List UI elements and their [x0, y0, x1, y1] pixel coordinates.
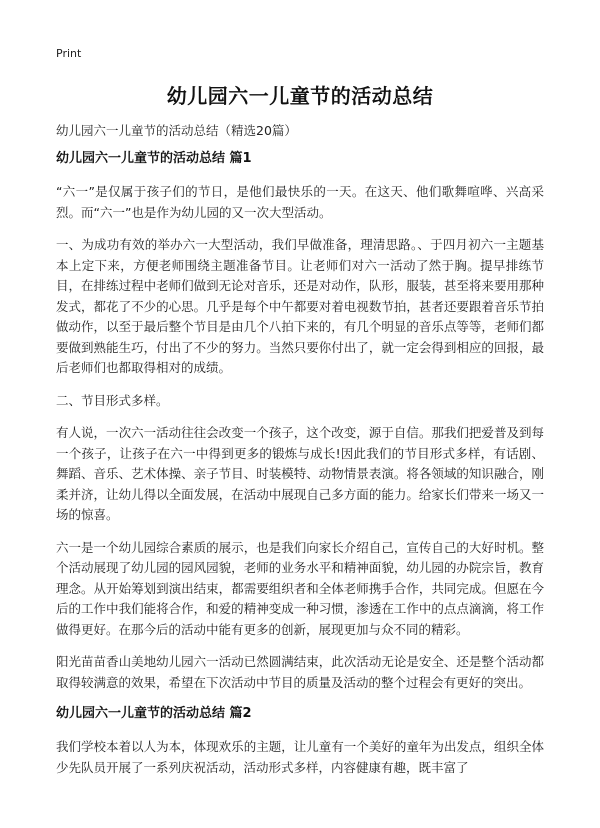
paragraph: 我们学校本着以人为本，体现欢乐的主题，让儿童有一个美好的童年为出发点，组织全体少先队员开展了一系列庆祝活动，活动形式多样，内容健康有趣，既丰富了	[56, 739, 544, 775]
page-title: 幼儿园六一儿童节的活动总结	[166, 84, 434, 108]
section-heading: 幼儿园六一儿童节的活动总结 篇2	[56, 706, 252, 721]
paragraph: 二、节目形式多样。	[56, 392, 169, 408]
paragraph: 六一是一个幼儿园综合素质的展示，也是我们向家长介绍自己，宣传自己的大好时机。整个活动展现了幼儿园的园风园貌，老师的业务水平和精神面貌，幼儿园的办院宗旨，教育理念。从开始筹划到演出结束，都需要组织者和全体老师携手合作，共同完成。但愿在今后的工作中我们能将合作，和爱的精神变成一种习惯，渗透在工作中的点点滴滴，将工作做得更好。在那今后的活动中能有更多的创新，展现更加与众不同的精彩。	[56, 539, 544, 637]
paragraph: 阳光苗苗香山美地幼儿园六一活动已然圆满结束，此次活动无论是安全、还是整个活动都取得较满意的效果，希望在下次活动中节目的质量及活动的整个过程会有更好的突出。	[56, 654, 544, 690]
print-link[interactable]: Print	[56, 47, 82, 60]
section-1	[56, 150, 544, 693]
paragraph: 有人说，一次六一活动往往会改变一个孩子，这个改变，源于自信。那我们把爱普及到每一个孩子，让孩子在六一中得到更多的锻炼与成长!因此我们的节目形式多样，有话剧、舞蹈、音乐、艺术体操、亲子节目、时装模特、动物情景表演。将各领域的知识融合，刚柔并济，让幼儿得以全面发展，在活动中展现自己多方面的能力。给家长们带来一场又一场的惊喜。	[56, 425, 544, 522]
page-subtitle: 幼儿园六一儿童节的活动总结（精选20篇）	[56, 123, 297, 138]
paragraph: “六一”是仅属于孩子们的节日，是他们最快乐的一天。在这天、他们歌舞喧哗、兴高采烈。而“六一”也是作为幼儿园的又一次大型活动。	[56, 184, 544, 220]
section-2	[56, 705, 544, 778]
document-body	[56, 150, 544, 790]
paragraph: 一、为成功有效的举办六一大型活动，我们早做准备，理清思路。、于四月初六一主题基本上定下来，方便老师围绕主题准备节目。让老师们对六一活动了然于胸。提早排练节目，在排练过程中老师们做到无论对音乐，还是对动作，队形，服装，甚至将来要用那种发式，都花了不少的心思。几乎是每个中午都要对着电视数节拍，甚者还要跟着音乐节拍做动作，以至于最后整个节目是由几个八拍下来的，有几个明显的音乐点等等，老师们都要做到熟能生巧，付出了不少的努力。当然只要你付出了，就一定会得到相应的回报，最后老师们也都取得相对的成绩。	[56, 237, 544, 375]
section-heading: 幼儿园六一儿童节的活动总结 篇1	[56, 151, 252, 166]
